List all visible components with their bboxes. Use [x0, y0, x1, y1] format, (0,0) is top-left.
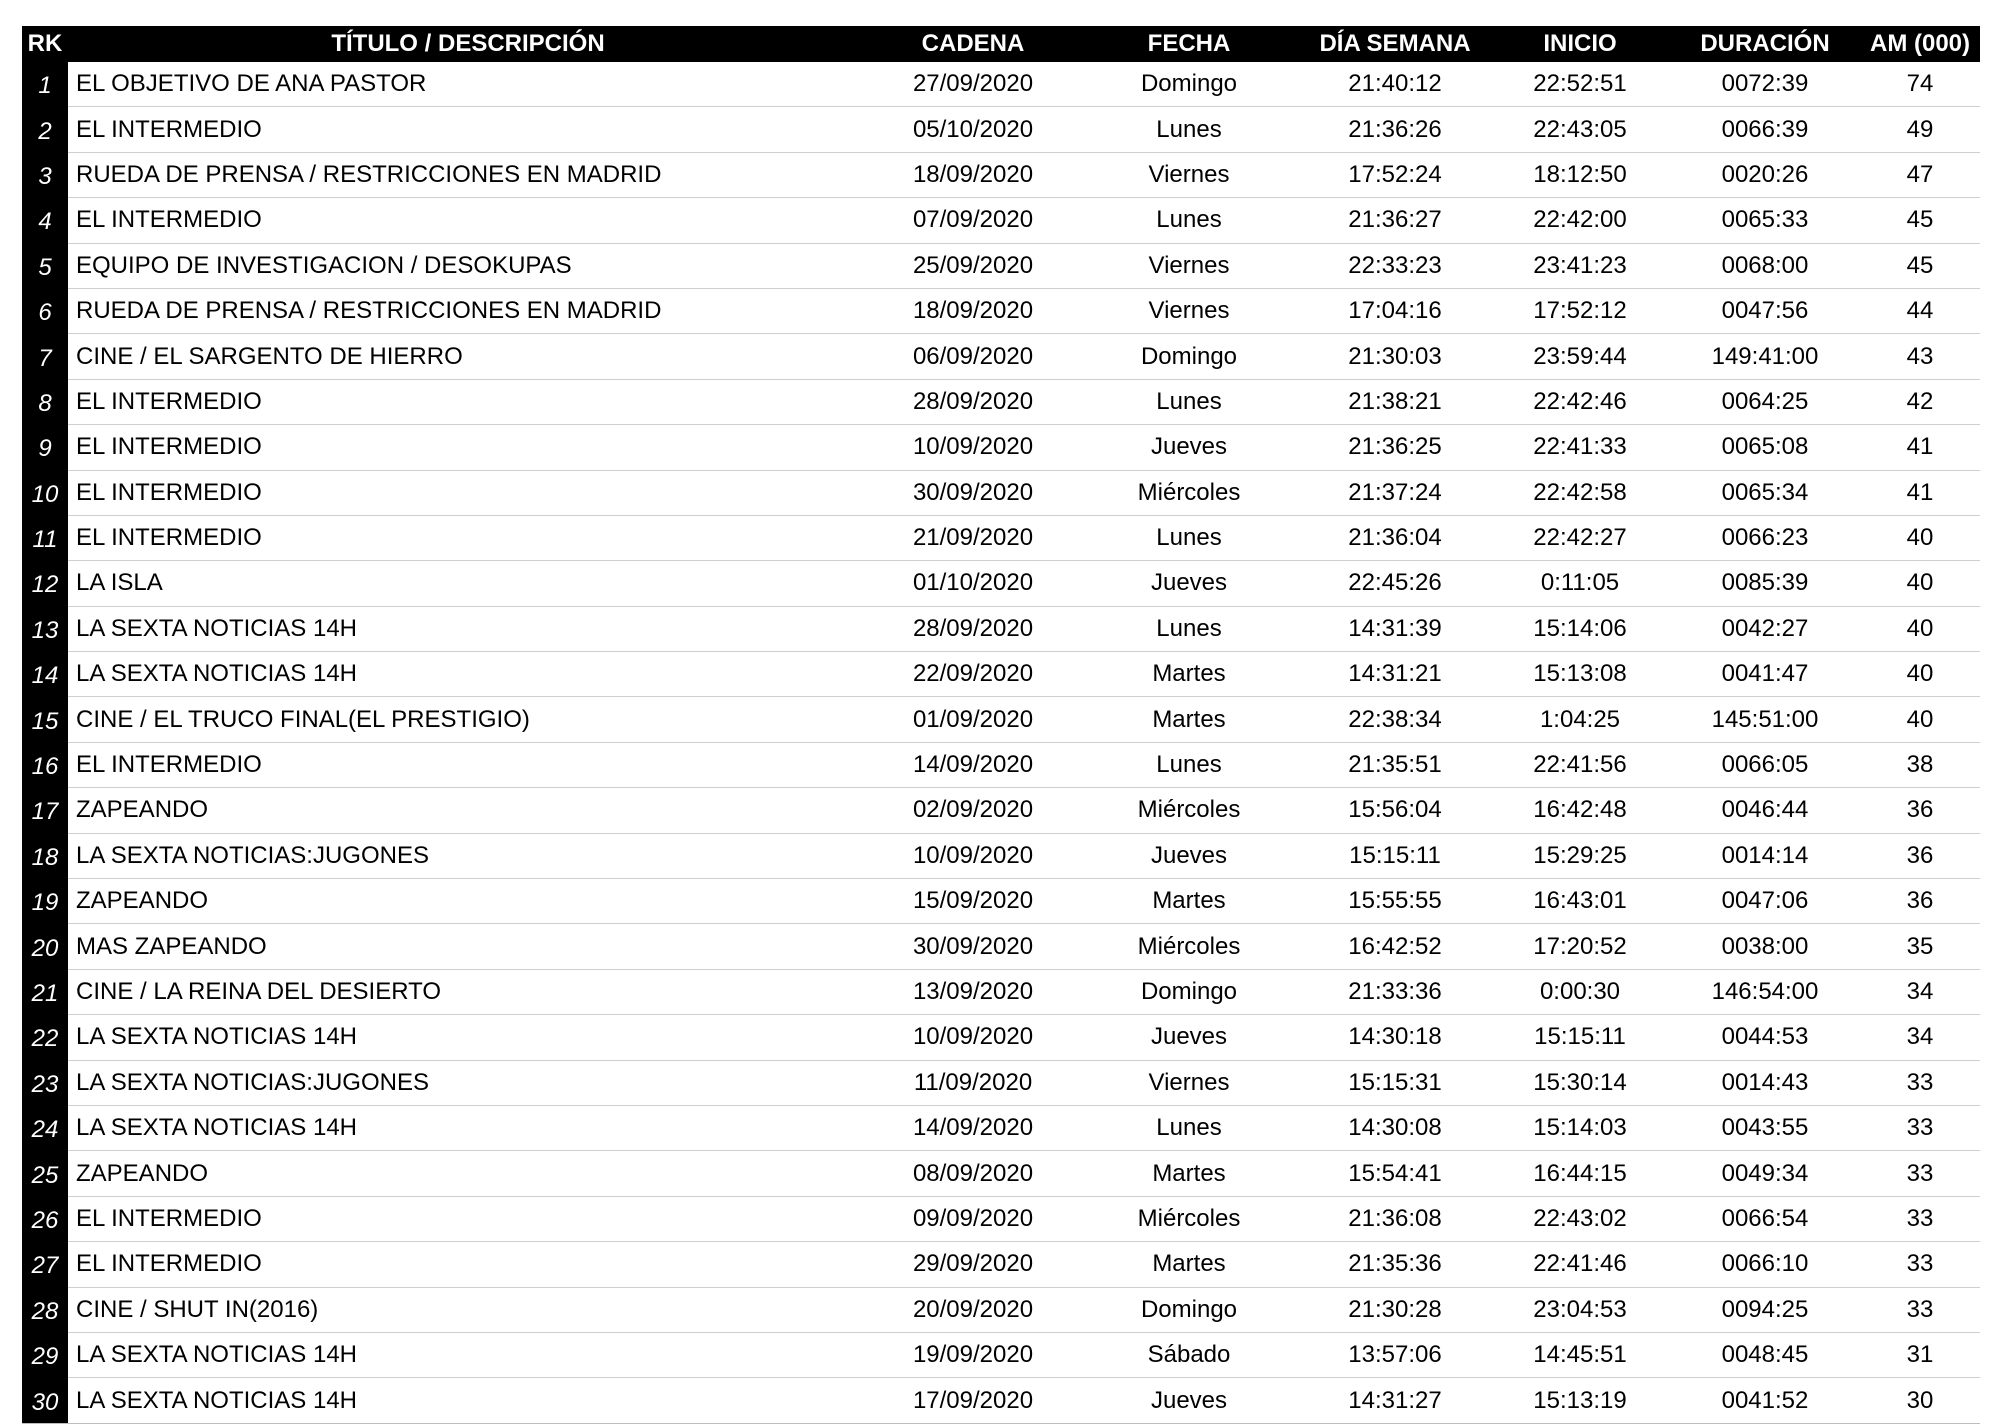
table-row: [22, 788, 1980, 833]
audience-cell: 47: [1860, 152, 1980, 197]
duracion-cell: 0048:45: [1670, 1332, 1860, 1377]
cadena-cell: 25/09/2020: [868, 243, 1078, 288]
inicio-cell: 23:41:23: [1490, 243, 1670, 288]
fecha-cell: Martes: [1078, 1151, 1300, 1196]
audience-cell: 30: [1860, 1378, 1980, 1423]
inicio-cell: 15:14:03: [1490, 1105, 1670, 1150]
rank-cell: 24: [22, 1105, 68, 1150]
cadena-cell: 18/09/2020: [868, 288, 1078, 333]
table-row: [22, 833, 1980, 878]
title-cell: LA SEXTA NOTICIAS 14H: [68, 606, 868, 651]
audience-cell: 33: [1860, 1287, 1980, 1332]
cadena-cell: 09/09/2020: [868, 1196, 1078, 1241]
cadena-cell: 22/09/2020: [868, 652, 1078, 697]
dia-semana-cell: 15:55:55: [1300, 879, 1490, 924]
fecha-cell: Lunes: [1078, 606, 1300, 651]
title-cell: CINE / EL TRUCO FINAL(EL PRESTIGIO): [68, 697, 868, 742]
table-header: [22, 26, 1980, 62]
title-cell: CINE / LA REINA DEL DESIERTO: [68, 969, 868, 1014]
dia-semana-cell: 15:54:41: [1300, 1151, 1490, 1196]
table-row: [22, 879, 1980, 924]
audience-cell: 36: [1860, 833, 1980, 878]
audience-cell: 44: [1860, 288, 1980, 333]
title-cell: ZAPEANDO: [68, 788, 868, 833]
inicio-cell: 14:45:51: [1490, 1332, 1670, 1377]
table-row: [22, 107, 1980, 152]
dia-semana-cell: 21:30:28: [1300, 1287, 1490, 1332]
audience-cell: 34: [1860, 969, 1980, 1014]
rank-cell: 26: [22, 1196, 68, 1241]
audience-cell: 40: [1860, 515, 1980, 560]
inicio-cell: 18:12:50: [1490, 152, 1670, 197]
rank-cell: 23: [22, 1060, 68, 1105]
table-row: [22, 1242, 1980, 1287]
dia-semana-cell: 22:45:26: [1300, 561, 1490, 606]
title-cell: RUEDA DE PRENSA / RESTRICCIONES EN MADRID: [68, 288, 868, 333]
title-cell: LA SEXTA NOTICIAS 14H: [68, 1015, 868, 1060]
cadena-cell: 11/09/2020: [868, 1060, 1078, 1105]
fecha-cell: Jueves: [1078, 833, 1300, 878]
fecha-cell: Viernes: [1078, 152, 1300, 197]
title-cell: LA SEXTA NOTICIAS 14H: [68, 1332, 868, 1377]
duracion-cell: 0065:33: [1670, 198, 1860, 243]
cadena-cell: 10/09/2020: [868, 833, 1078, 878]
title-cell: LA SEXTA NOTICIAS 14H: [68, 1378, 868, 1423]
title-cell: LA SEXTA NOTICIAS 14H: [68, 652, 868, 697]
title-cell: EL INTERMEDIO: [68, 470, 868, 515]
inicio-cell: 22:42:46: [1490, 379, 1670, 424]
duracion-cell: 0042:27: [1670, 606, 1860, 651]
rank-cell: 14: [22, 652, 68, 697]
header-inicio: INICIO: [1490, 26, 1670, 62]
cadena-cell: 14/09/2020: [868, 1105, 1078, 1150]
duracion-cell: 0066:39: [1670, 107, 1860, 152]
dia-semana-cell: 14:31:21: [1300, 652, 1490, 697]
rank-cell: 22: [22, 1015, 68, 1060]
duracion-cell: 0066:10: [1670, 1242, 1860, 1287]
cadena-cell: 01/10/2020: [868, 561, 1078, 606]
fecha-cell: Lunes: [1078, 198, 1300, 243]
dia-semana-cell: 21:37:24: [1300, 470, 1490, 515]
dia-semana-cell: 21:36:04: [1300, 515, 1490, 560]
cadena-cell: 30/09/2020: [868, 470, 1078, 515]
rank-cell: 4: [22, 198, 68, 243]
inicio-cell: 15:15:11: [1490, 1015, 1670, 1060]
fecha-cell: Viernes: [1078, 243, 1300, 288]
dia-semana-cell: 14:31:39: [1300, 606, 1490, 651]
inicio-cell: 22:43:02: [1490, 1196, 1670, 1241]
cadena-cell: 02/09/2020: [868, 788, 1078, 833]
inicio-cell: 15:30:14: [1490, 1060, 1670, 1105]
dia-semana-cell: 13:57:06: [1300, 1332, 1490, 1377]
fecha-cell: Jueves: [1078, 1378, 1300, 1423]
inicio-cell: 22:41:33: [1490, 425, 1670, 470]
rank-cell: 9: [22, 425, 68, 470]
audience-cell: 41: [1860, 470, 1980, 515]
cadena-cell: 28/09/2020: [868, 379, 1078, 424]
header-rk: RK: [22, 26, 68, 62]
rank-cell: 21: [22, 969, 68, 1014]
table-row: [22, 924, 1980, 969]
fecha-cell: Miércoles: [1078, 788, 1300, 833]
rank-cell: 12: [22, 561, 68, 606]
inicio-cell: 15:14:06: [1490, 606, 1670, 651]
rank-cell: 13: [22, 606, 68, 651]
cadena-cell: 19/09/2020: [868, 1332, 1078, 1377]
duracion-cell: 0020:26: [1670, 152, 1860, 197]
table-row: [22, 515, 1980, 560]
header-fecha: FECHA: [1078, 26, 1300, 62]
fecha-cell: Martes: [1078, 652, 1300, 697]
audience-cell: 40: [1860, 606, 1980, 651]
duracion-cell: 0049:34: [1670, 1151, 1860, 1196]
title-cell: MAS ZAPEANDO: [68, 924, 868, 969]
audience-cell: 41: [1860, 425, 1980, 470]
dia-semana-cell: 22:38:34: [1300, 697, 1490, 742]
audience-cell: 43: [1860, 334, 1980, 379]
duracion-cell: 0065:34: [1670, 470, 1860, 515]
inicio-cell: 22:52:51: [1490, 62, 1670, 107]
duracion-cell: 0065:08: [1670, 425, 1860, 470]
duracion-cell: 0094:25: [1670, 1287, 1860, 1332]
cadena-cell: 15/09/2020: [868, 879, 1078, 924]
inicio-cell: 15:13:19: [1490, 1378, 1670, 1423]
inicio-cell: 1:04:25: [1490, 697, 1670, 742]
table-row: [22, 606, 1980, 651]
rank-cell: 15: [22, 697, 68, 742]
audience-cell: 34: [1860, 1015, 1980, 1060]
inicio-cell: 23:59:44: [1490, 334, 1670, 379]
title-cell: LA ISLA: [68, 561, 868, 606]
dia-semana-cell: 17:04:16: [1300, 288, 1490, 333]
title-cell: LA SEXTA NOTICIAS:JUGONES: [68, 833, 868, 878]
header-am: AM (000): [1860, 26, 1980, 62]
table-row: [22, 425, 1980, 470]
duracion-cell: 0068:00: [1670, 243, 1860, 288]
fecha-cell: Sábado: [1078, 1332, 1300, 1377]
ranking-table: [22, 26, 1980, 1424]
cadena-cell: 14/09/2020: [868, 742, 1078, 787]
duracion-cell: 0064:25: [1670, 379, 1860, 424]
title-cell: ZAPEANDO: [68, 879, 868, 924]
table-row: [22, 561, 1980, 606]
rank-cell: 6: [22, 288, 68, 333]
audience-cell: 40: [1860, 652, 1980, 697]
duracion-cell: 0072:39: [1670, 62, 1860, 107]
audience-cell: 49: [1860, 107, 1980, 152]
inicio-cell: 22:42:58: [1490, 470, 1670, 515]
header-cadena: CADENA: [868, 26, 1078, 62]
duracion-cell: 0066:05: [1670, 742, 1860, 787]
rank-cell: 17: [22, 788, 68, 833]
dia-semana-cell: 21:38:21: [1300, 379, 1490, 424]
table-row: [22, 1332, 1980, 1377]
title-cell: ZAPEANDO: [68, 1151, 868, 1196]
dia-semana-cell: 14:30:08: [1300, 1105, 1490, 1150]
dia-semana-cell: 16:42:52: [1300, 924, 1490, 969]
fecha-cell: Domingo: [1078, 62, 1300, 107]
table-row: [22, 969, 1980, 1014]
cadena-cell: 30/09/2020: [868, 924, 1078, 969]
rank-cell: 27: [22, 1242, 68, 1287]
duracion-cell: 0041:47: [1670, 652, 1860, 697]
rank-cell: 18: [22, 833, 68, 878]
duracion-cell: 149:41:00: [1670, 334, 1860, 379]
cadena-cell: 08/09/2020: [868, 1151, 1078, 1196]
cadena-cell: 20/09/2020: [868, 1287, 1078, 1332]
fecha-cell: Jueves: [1078, 1015, 1300, 1060]
table-row: [22, 152, 1980, 197]
table-row: [22, 379, 1980, 424]
dia-semana-cell: 15:15:31: [1300, 1060, 1490, 1105]
cadena-cell: 17/09/2020: [868, 1378, 1078, 1423]
duracion-cell: 0038:00: [1670, 924, 1860, 969]
header-titulo: TÍTULO / DESCRIPCIÓN: [68, 26, 868, 62]
dia-semana-cell: 21:36:25: [1300, 425, 1490, 470]
fecha-cell: Domingo: [1078, 1287, 1300, 1332]
duracion-cell: 145:51:00: [1670, 697, 1860, 742]
title-cell: EL INTERMEDIO: [68, 198, 868, 243]
dia-semana-cell: 21:35:36: [1300, 1242, 1490, 1287]
rank-cell: 11: [22, 515, 68, 560]
table-row: [22, 470, 1980, 515]
title-cell: RUEDA DE PRENSA / RESTRICCIONES EN MADRID: [68, 152, 868, 197]
cadena-cell: 18/09/2020: [868, 152, 1078, 197]
title-cell: CINE / EL SARGENTO DE HIERRO: [68, 334, 868, 379]
inicio-cell: 22:41:56: [1490, 742, 1670, 787]
duracion-cell: 0047:06: [1670, 879, 1860, 924]
table-row: [22, 62, 1980, 107]
audience-cell: 42: [1860, 379, 1980, 424]
dia-semana-cell: 21:35:51: [1300, 742, 1490, 787]
audience-cell: 45: [1860, 198, 1980, 243]
ranking-table-container: [22, 26, 1980, 1424]
inicio-cell: 17:52:12: [1490, 288, 1670, 333]
cadena-cell: 21/09/2020: [868, 515, 1078, 560]
cadena-cell: 13/09/2020: [868, 969, 1078, 1014]
rank-cell: 25: [22, 1151, 68, 1196]
audience-cell: 33: [1860, 1242, 1980, 1287]
audience-cell: 36: [1860, 788, 1980, 833]
title-cell: LA SEXTA NOTICIAS:JUGONES: [68, 1060, 868, 1105]
table-row: [22, 742, 1980, 787]
fecha-cell: Domingo: [1078, 334, 1300, 379]
header-row: [22, 26, 1980, 62]
cadena-cell: 27/09/2020: [868, 62, 1078, 107]
fecha-cell: Lunes: [1078, 742, 1300, 787]
rank-cell: 20: [22, 924, 68, 969]
table-body: [22, 62, 1980, 1423]
inicio-cell: 23:04:53: [1490, 1287, 1670, 1332]
rank-cell: 29: [22, 1332, 68, 1377]
title-cell: LA SEXTA NOTICIAS 14H: [68, 1105, 868, 1150]
audience-cell: 74: [1860, 62, 1980, 107]
table-row: [22, 1196, 1980, 1241]
fecha-cell: Miércoles: [1078, 924, 1300, 969]
audience-cell: 33: [1860, 1196, 1980, 1241]
rank-cell: 3: [22, 152, 68, 197]
duracion-cell: 0066:54: [1670, 1196, 1860, 1241]
dia-semana-cell: 15:56:04: [1300, 788, 1490, 833]
duracion-cell: 0046:44: [1670, 788, 1860, 833]
table-row: [22, 652, 1980, 697]
dia-semana-cell: 21:33:36: [1300, 969, 1490, 1014]
rank-cell: 8: [22, 379, 68, 424]
duracion-cell: 0085:39: [1670, 561, 1860, 606]
duracion-cell: 0043:55: [1670, 1105, 1860, 1150]
inicio-cell: 15:13:08: [1490, 652, 1670, 697]
cadena-cell: 06/09/2020: [868, 334, 1078, 379]
table-row: [22, 697, 1980, 742]
cadena-cell: 01/09/2020: [868, 697, 1078, 742]
table-row: [22, 1378, 1980, 1423]
audience-cell: 33: [1860, 1105, 1980, 1150]
dia-semana-cell: 22:33:23: [1300, 243, 1490, 288]
table-row: [22, 334, 1980, 379]
fecha-cell: Miércoles: [1078, 1196, 1300, 1241]
cadena-cell: 10/09/2020: [868, 1015, 1078, 1060]
inicio-cell: 22:43:05: [1490, 107, 1670, 152]
dia-semana-cell: 15:15:11: [1300, 833, 1490, 878]
rank-cell: 30: [22, 1378, 68, 1423]
inicio-cell: 22:42:27: [1490, 515, 1670, 560]
fecha-cell: Viernes: [1078, 1060, 1300, 1105]
rank-cell: 16: [22, 742, 68, 787]
audience-cell: 45: [1860, 243, 1980, 288]
inicio-cell: 16:43:01: [1490, 879, 1670, 924]
duracion-cell: 0066:23: [1670, 515, 1860, 560]
audience-cell: 31: [1860, 1332, 1980, 1377]
cadena-cell: 07/09/2020: [868, 198, 1078, 243]
title-cell: EL INTERMEDIO: [68, 379, 868, 424]
header-dia-semana: DÍA SEMANA: [1300, 26, 1490, 62]
fecha-cell: Martes: [1078, 697, 1300, 742]
fecha-cell: Lunes: [1078, 379, 1300, 424]
duracion-cell: 0014:14: [1670, 833, 1860, 878]
dia-semana-cell: 21:36:08: [1300, 1196, 1490, 1241]
fecha-cell: Lunes: [1078, 107, 1300, 152]
title-cell: CINE / SHUT IN(2016): [68, 1287, 868, 1332]
dia-semana-cell: 21:40:12: [1300, 62, 1490, 107]
title-cell: EL INTERMEDIO: [68, 1242, 868, 1287]
fecha-cell: Jueves: [1078, 425, 1300, 470]
inicio-cell: 0:00:30: [1490, 969, 1670, 1014]
inicio-cell: 15:29:25: [1490, 833, 1670, 878]
cadena-cell: 29/09/2020: [868, 1242, 1078, 1287]
title-cell: EL OBJETIVO DE ANA PASTOR: [68, 62, 868, 107]
inicio-cell: 22:41:46: [1490, 1242, 1670, 1287]
fecha-cell: Lunes: [1078, 1105, 1300, 1150]
table-row: [22, 1060, 1980, 1105]
table-row: [22, 1287, 1980, 1332]
title-cell: EQUIPO DE INVESTIGACION / DESOKUPAS: [68, 243, 868, 288]
table-row: [22, 1015, 1980, 1060]
audience-cell: 33: [1860, 1060, 1980, 1105]
cadena-cell: 28/09/2020: [868, 606, 1078, 651]
dia-semana-cell: 21:30:03: [1300, 334, 1490, 379]
rank-cell: 7: [22, 334, 68, 379]
audience-cell: 33: [1860, 1151, 1980, 1196]
dia-semana-cell: 14:30:18: [1300, 1015, 1490, 1060]
cadena-cell: 05/10/2020: [868, 107, 1078, 152]
rank-cell: 19: [22, 879, 68, 924]
rank-cell: 10: [22, 470, 68, 515]
inicio-cell: 0:11:05: [1490, 561, 1670, 606]
audience-cell: 40: [1860, 561, 1980, 606]
table-row: [22, 243, 1980, 288]
cadena-cell: 10/09/2020: [868, 425, 1078, 470]
dia-semana-cell: 14:31:27: [1300, 1378, 1490, 1423]
audience-cell: 35: [1860, 924, 1980, 969]
fecha-cell: Domingo: [1078, 969, 1300, 1014]
title-cell: EL INTERMEDIO: [68, 425, 868, 470]
dia-semana-cell: 21:36:27: [1300, 198, 1490, 243]
dia-semana-cell: 21:36:26: [1300, 107, 1490, 152]
rank-cell: 28: [22, 1287, 68, 1332]
rank-cell: 1: [22, 62, 68, 107]
duracion-cell: 0014:43: [1670, 1060, 1860, 1105]
dia-semana-cell: 17:52:24: [1300, 152, 1490, 197]
fecha-cell: Viernes: [1078, 288, 1300, 333]
duracion-cell: 0041:52: [1670, 1378, 1860, 1423]
audience-cell: 40: [1860, 697, 1980, 742]
fecha-cell: Miércoles: [1078, 470, 1300, 515]
title-cell: EL INTERMEDIO: [68, 515, 868, 560]
table-row: [22, 1105, 1980, 1150]
fecha-cell: Martes: [1078, 1242, 1300, 1287]
title-cell: EL INTERMEDIO: [68, 107, 868, 152]
rank-cell: 5: [22, 243, 68, 288]
audience-cell: 38: [1860, 742, 1980, 787]
audience-cell: 36: [1860, 879, 1980, 924]
table-row: [22, 1151, 1980, 1196]
table-row: [22, 288, 1980, 333]
duracion-cell: 0044:53: [1670, 1015, 1860, 1060]
fecha-cell: Lunes: [1078, 515, 1300, 560]
inicio-cell: 16:44:15: [1490, 1151, 1670, 1196]
rank-cell: 2: [22, 107, 68, 152]
inicio-cell: 17:20:52: [1490, 924, 1670, 969]
fecha-cell: Martes: [1078, 879, 1300, 924]
inicio-cell: 22:42:00: [1490, 198, 1670, 243]
header-duracion: DURACIÓN: [1670, 26, 1860, 62]
title-cell: EL INTERMEDIO: [68, 1196, 868, 1241]
fecha-cell: Jueves: [1078, 561, 1300, 606]
table-row: [22, 198, 1980, 243]
title-cell: EL INTERMEDIO: [68, 742, 868, 787]
inicio-cell: 16:42:48: [1490, 788, 1670, 833]
duracion-cell: 146:54:00: [1670, 969, 1860, 1014]
duracion-cell: 0047:56: [1670, 288, 1860, 333]
